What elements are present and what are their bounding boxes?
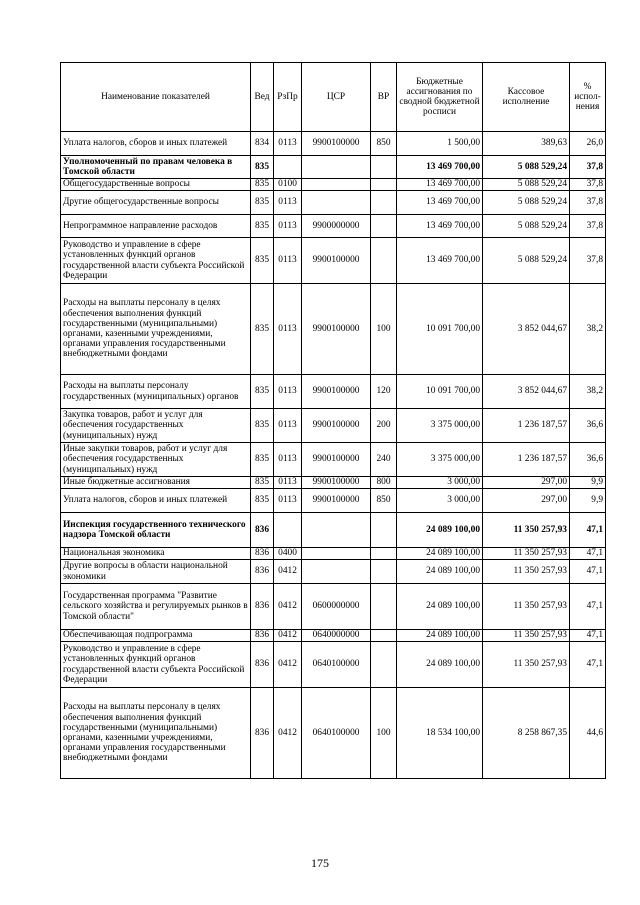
table-row [61, 191, 606, 215]
row-assignment: 24 089 100,00 [397, 548, 483, 560]
row-rzpr: 0113 [274, 409, 302, 443]
row-cash: 5 088 529,24 [483, 215, 570, 238]
row-assignment: 24 089 100,00 [397, 630, 483, 642]
row-rzpr: 0412 [274, 584, 302, 630]
row-csr: 9900100000 [302, 238, 371, 284]
row-name: Расходы на выплаты персоналу в целях обеспечения выполнения функций государственными (муниципальными) органами, казенными учреждениями, органами управления государственными внебюджетными фондами [61, 284, 251, 375]
row-percent: 47,1 [570, 642, 606, 688]
row-assignment: 13 469 700,00 [397, 179, 483, 191]
row-vr: 200 [371, 409, 397, 443]
row-cash: 297,00 [483, 489, 570, 513]
row-percent: 36,6 [570, 443, 606, 477]
row-vr [371, 642, 397, 688]
row-ved: 836 [251, 630, 274, 642]
row-percent: 44,6 [570, 688, 606, 779]
header-percent: % испол-нения [570, 63, 606, 132]
row-rzpr: 0113 [274, 443, 302, 477]
row-rzpr: 0412 [274, 560, 302, 584]
row-assignment: 3 375 000,00 [397, 443, 483, 477]
row-assignment: 24 089 100,00 [397, 560, 483, 584]
header-ved: Вед [251, 63, 274, 132]
row-vr [371, 584, 397, 630]
row-cash: 11 350 257,93 [483, 584, 570, 630]
row-percent: 47,1 [570, 548, 606, 560]
table-row [61, 443, 606, 477]
row-cash: 11 350 257,93 [483, 513, 570, 548]
row-rzpr: 0113 [274, 284, 302, 375]
row-ved: 835 [251, 409, 274, 443]
row-percent: 9,9 [570, 489, 606, 513]
row-assignment: 18 534 100,00 [397, 688, 483, 779]
row-rzpr: 0113 [274, 477, 302, 489]
row-ved: 835 [251, 179, 274, 191]
row-rzpr: 0400 [274, 548, 302, 560]
row-assignment: 10 091 700,00 [397, 284, 483, 375]
row-cash: 1 236 187,57 [483, 443, 570, 477]
row-csr: 9900100000 [302, 132, 371, 156]
table-body [61, 132, 606, 779]
row-name: Другие вопросы в области национальной экономики [61, 560, 251, 584]
row-csr [302, 560, 371, 584]
row-cash: 389,63 [483, 132, 570, 156]
row-assignment: 24 089 100,00 [397, 513, 483, 548]
table-row [61, 630, 606, 642]
table-row [61, 548, 606, 560]
row-percent: 37,8 [570, 156, 606, 179]
row-csr: 0640000000 [302, 630, 371, 642]
row-vr: 100 [371, 284, 397, 375]
header-vr: ВР [371, 63, 397, 132]
row-assignment: 24 089 100,00 [397, 584, 483, 630]
row-percent: 9,9 [570, 477, 606, 489]
row-csr: 0640100000 [302, 688, 371, 779]
table-row [61, 489, 606, 513]
row-percent: 37,8 [570, 191, 606, 215]
row-vr: 800 [371, 477, 397, 489]
row-ved: 836 [251, 560, 274, 584]
row-rzpr: 0113 [274, 191, 302, 215]
header-csr: ЦСР [302, 63, 371, 132]
row-rzpr: 0412 [274, 642, 302, 688]
row-ved: 835 [251, 284, 274, 375]
row-rzpr: 0113 [274, 375, 302, 409]
row-vr: 240 [371, 443, 397, 477]
row-ved: 835 [251, 215, 274, 238]
row-csr: 9900100000 [302, 443, 371, 477]
row-ved: 835 [251, 238, 274, 284]
row-ved: 836 [251, 548, 274, 560]
table-row [61, 238, 606, 284]
row-percent: 47,1 [570, 584, 606, 630]
row-percent: 38,2 [570, 284, 606, 375]
row-csr [302, 156, 371, 179]
row-name: Государственная программа "Развитие сельского хозяйства и регулируемых рынков в Томской области" [61, 584, 251, 630]
row-cash: 3 852 044,67 [483, 284, 570, 375]
row-name: Закупка товаров, работ и услуг для обеспечения государственных (муниципальных) нужд [61, 409, 251, 443]
row-assignment: 13 469 700,00 [397, 215, 483, 238]
row-name: Другие общегосударственные вопросы [61, 191, 251, 215]
row-vr [371, 191, 397, 215]
row-percent: 47,1 [570, 630, 606, 642]
row-rzpr: 0100 [274, 179, 302, 191]
row-rzpr [274, 156, 302, 179]
row-cash: 5 088 529,24 [483, 191, 570, 215]
row-percent: 37,8 [570, 238, 606, 284]
row-csr: 9900100000 [302, 477, 371, 489]
row-ved: 836 [251, 688, 274, 779]
row-assignment: 13 469 700,00 [397, 238, 483, 284]
row-vr [371, 630, 397, 642]
row-rzpr: 0113 [274, 489, 302, 513]
row-percent: 37,8 [570, 215, 606, 238]
row-name: Расходы на выплаты персоналу государственных (муниципальных) органов [61, 375, 251, 409]
table-row [61, 642, 606, 688]
row-vr [371, 548, 397, 560]
row-percent: 26,0 [570, 132, 606, 156]
row-name: Иные закупки товаров, работ и услуг для обеспечения государственных (муниципальных) нужд [61, 443, 251, 477]
header-assignments: Бюджетные ассигнования по сводной бюджетной росписи [397, 63, 483, 132]
header-rzpr: РзПр [274, 63, 302, 132]
row-csr: 9900100000 [302, 284, 371, 375]
row-rzpr [274, 513, 302, 548]
row-name: Уплата налогов, сборов и иных платежей [61, 132, 251, 156]
row-name: Обеспечивающая подпрограмма [61, 630, 251, 642]
row-cash: 1 236 187,57 [483, 409, 570, 443]
row-name: Уплата налогов, сборов и иных платежей [61, 489, 251, 513]
row-ved: 835 [251, 477, 274, 489]
row-cash: 11 350 257,93 [483, 560, 570, 584]
row-cash: 11 350 257,93 [483, 630, 570, 642]
row-name: Инспекция государственного технического надзора Томской области [61, 513, 251, 548]
row-assignment: 13 469 700,00 [397, 191, 483, 215]
table-row [61, 132, 606, 156]
row-cash: 11 350 257,93 [483, 548, 570, 560]
row-csr: 9900100000 [302, 489, 371, 513]
row-vr [371, 215, 397, 238]
row-vr: 120 [371, 375, 397, 409]
row-name: Уполномоченный по правам человека в Томской области [61, 156, 251, 179]
header-name: Наименование показателей [61, 63, 251, 132]
row-vr: 850 [371, 489, 397, 513]
row-cash: 5 088 529,24 [483, 156, 570, 179]
row-name: Иные бюджетные ассигнования [61, 477, 251, 489]
row-cash: 297,00 [483, 477, 570, 489]
row-ved: 835 [251, 156, 274, 179]
row-name: Расходы на выплаты персоналу в целях обеспечения выполнения функций государственными (муниципальными) органами, казенными учреждениями, органами управления государственными внебюджетными фондами [61, 688, 251, 779]
table-row [61, 284, 606, 375]
row-assignment: 10 091 700,00 [397, 375, 483, 409]
table-row [61, 215, 606, 238]
row-name: Национальная экономика [61, 548, 251, 560]
row-assignment: 1 500,00 [397, 132, 483, 156]
row-name: Руководство и управление в сфере установленных функций органов государственной власти субъекта Российской Федерации [61, 642, 251, 688]
row-assignment: 3 375 000,00 [397, 409, 483, 443]
row-csr: 9900100000 [302, 375, 371, 409]
row-assignment: 3 000,00 [397, 489, 483, 513]
table-header-row [61, 63, 606, 132]
row-name: Непрограммное направление расходов [61, 215, 251, 238]
budget-table [60, 62, 606, 779]
row-vr [371, 560, 397, 584]
table-row [61, 179, 606, 191]
row-cash: 11 350 257,93 [483, 642, 570, 688]
row-ved: 836 [251, 513, 274, 548]
row-cash: 5 088 529,24 [483, 238, 570, 284]
row-csr: 9900000000 [302, 215, 371, 238]
row-ved: 835 [251, 489, 274, 513]
row-rzpr: 0113 [274, 132, 302, 156]
row-csr [302, 191, 371, 215]
row-cash: 8 258 867,35 [483, 688, 570, 779]
row-rzpr: 0412 [274, 688, 302, 779]
table-row [61, 409, 606, 443]
page-number: 175 [311, 856, 329, 870]
row-cash: 5 088 529,24 [483, 179, 570, 191]
row-ved: 835 [251, 443, 274, 477]
row-vr [371, 179, 397, 191]
row-csr [302, 548, 371, 560]
row-name: Руководство и управление в сфере установленных функций органов государственной власти субъекта Российской Федерации [61, 238, 251, 284]
header-cash-execution: Кассовое исполнение [483, 63, 570, 132]
row-vr [371, 156, 397, 179]
table-row [61, 156, 606, 179]
row-percent: 38,2 [570, 375, 606, 409]
row-ved: 835 [251, 375, 274, 409]
table-row [61, 584, 606, 630]
table-row [61, 688, 606, 779]
table-row [61, 375, 606, 409]
row-vr: 100 [371, 688, 397, 779]
row-percent: 47,1 [570, 560, 606, 584]
row-percent: 47,1 [570, 513, 606, 548]
table-row [61, 477, 606, 489]
row-percent: 37,8 [570, 179, 606, 191]
row-rzpr: 0113 [274, 215, 302, 238]
row-csr [302, 179, 371, 191]
row-csr: 0600000000 [302, 584, 371, 630]
table-row [61, 513, 606, 548]
row-name: Общегосударственные вопросы [61, 179, 251, 191]
row-vr [371, 238, 397, 284]
row-assignment: 3 000,00 [397, 477, 483, 489]
row-csr [302, 513, 371, 548]
row-ved: 835 [251, 191, 274, 215]
row-ved: 836 [251, 584, 274, 630]
row-vr: 850 [371, 132, 397, 156]
row-assignment: 24 089 100,00 [397, 642, 483, 688]
row-ved: 834 [251, 132, 274, 156]
row-assignment: 13 469 700,00 [397, 156, 483, 179]
row-percent: 36,6 [570, 409, 606, 443]
row-ved: 836 [251, 642, 274, 688]
row-rzpr: 0412 [274, 630, 302, 642]
row-vr [371, 513, 397, 548]
row-csr: 9900100000 [302, 409, 371, 443]
table-row [61, 560, 606, 584]
row-rzpr: 0113 [274, 238, 302, 284]
row-cash: 3 852 044,67 [483, 375, 570, 409]
row-csr: 0640100000 [302, 642, 371, 688]
